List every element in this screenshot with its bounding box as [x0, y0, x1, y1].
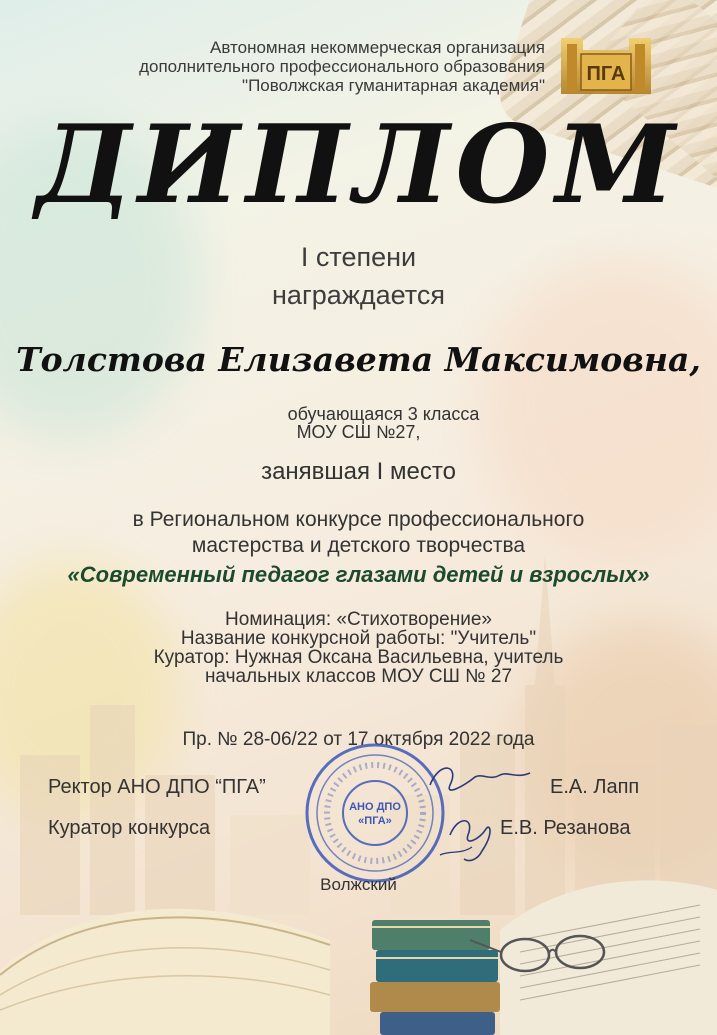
- contest-title: «Современный педагог глазами детей и взрослых»: [67, 562, 650, 587]
- curator-role: Куратор конкурса: [48, 817, 211, 839]
- books-illustration: [0, 860, 717, 1035]
- curator-name: Е.В. Резанова: [500, 817, 631, 839]
- order-number: Пр. № 28-06/22 от 17 октября 2022 года: [182, 729, 535, 750]
- stamp-text-line-1: АНО ДПО: [349, 801, 401, 813]
- contest-line-2: мастерства и детского творчества: [191, 534, 526, 557]
- awarded-text: награждается: [272, 280, 445, 310]
- student-info: [0, 405, 717, 441]
- curator-line-1: Куратор: Нужная Оксана Васильевна, учитель: [153, 647, 564, 668]
- nomination-line: Номинация: «Стихотворение»: [225, 609, 492, 630]
- work-title-line: Название конкурсной работы: "Учитель": [180, 628, 537, 649]
- degree-text: I степени: [300, 242, 417, 272]
- city-name: Волжский: [320, 875, 397, 894]
- work-details: [0, 610, 717, 686]
- contest-line-1: в Региональном конкурсе профессионального: [132, 508, 585, 531]
- organization-line-1: Автономная некоммерческая организация: [210, 38, 545, 57]
- contest-description: [0, 507, 717, 559]
- rector-role: Ректор АНО ДПО “ПГА”: [48, 776, 266, 798]
- rector-name: Е.А. Лапп: [550, 776, 640, 798]
- logo-text: ПГА: [586, 63, 626, 85]
- handwritten-signatures: [420, 755, 540, 875]
- student-school: МОУ СШ №27,: [296, 422, 421, 442]
- place-text: занявшая I место: [261, 458, 456, 485]
- stamp-text-line-2: «ПГА»: [358, 815, 392, 827]
- organization-header: [40, 38, 545, 95]
- diploma-title: ДИПЛОМ: [35, 102, 682, 228]
- organization-line-3: "Поволжская гуманитарная академия": [242, 76, 545, 95]
- academy-logo: [553, 30, 659, 102]
- recipient-name: Толстова Елизавета Максимовна,: [16, 340, 701, 379]
- book-stack: [370, 920, 500, 1035]
- organization-line-2: дополнительного профессионального образования: [139, 57, 545, 76]
- curator-line-2: начальных классов МОУ СШ № 27: [204, 666, 513, 687]
- student-grade: обучающаяся 3 класса: [287, 404, 480, 424]
